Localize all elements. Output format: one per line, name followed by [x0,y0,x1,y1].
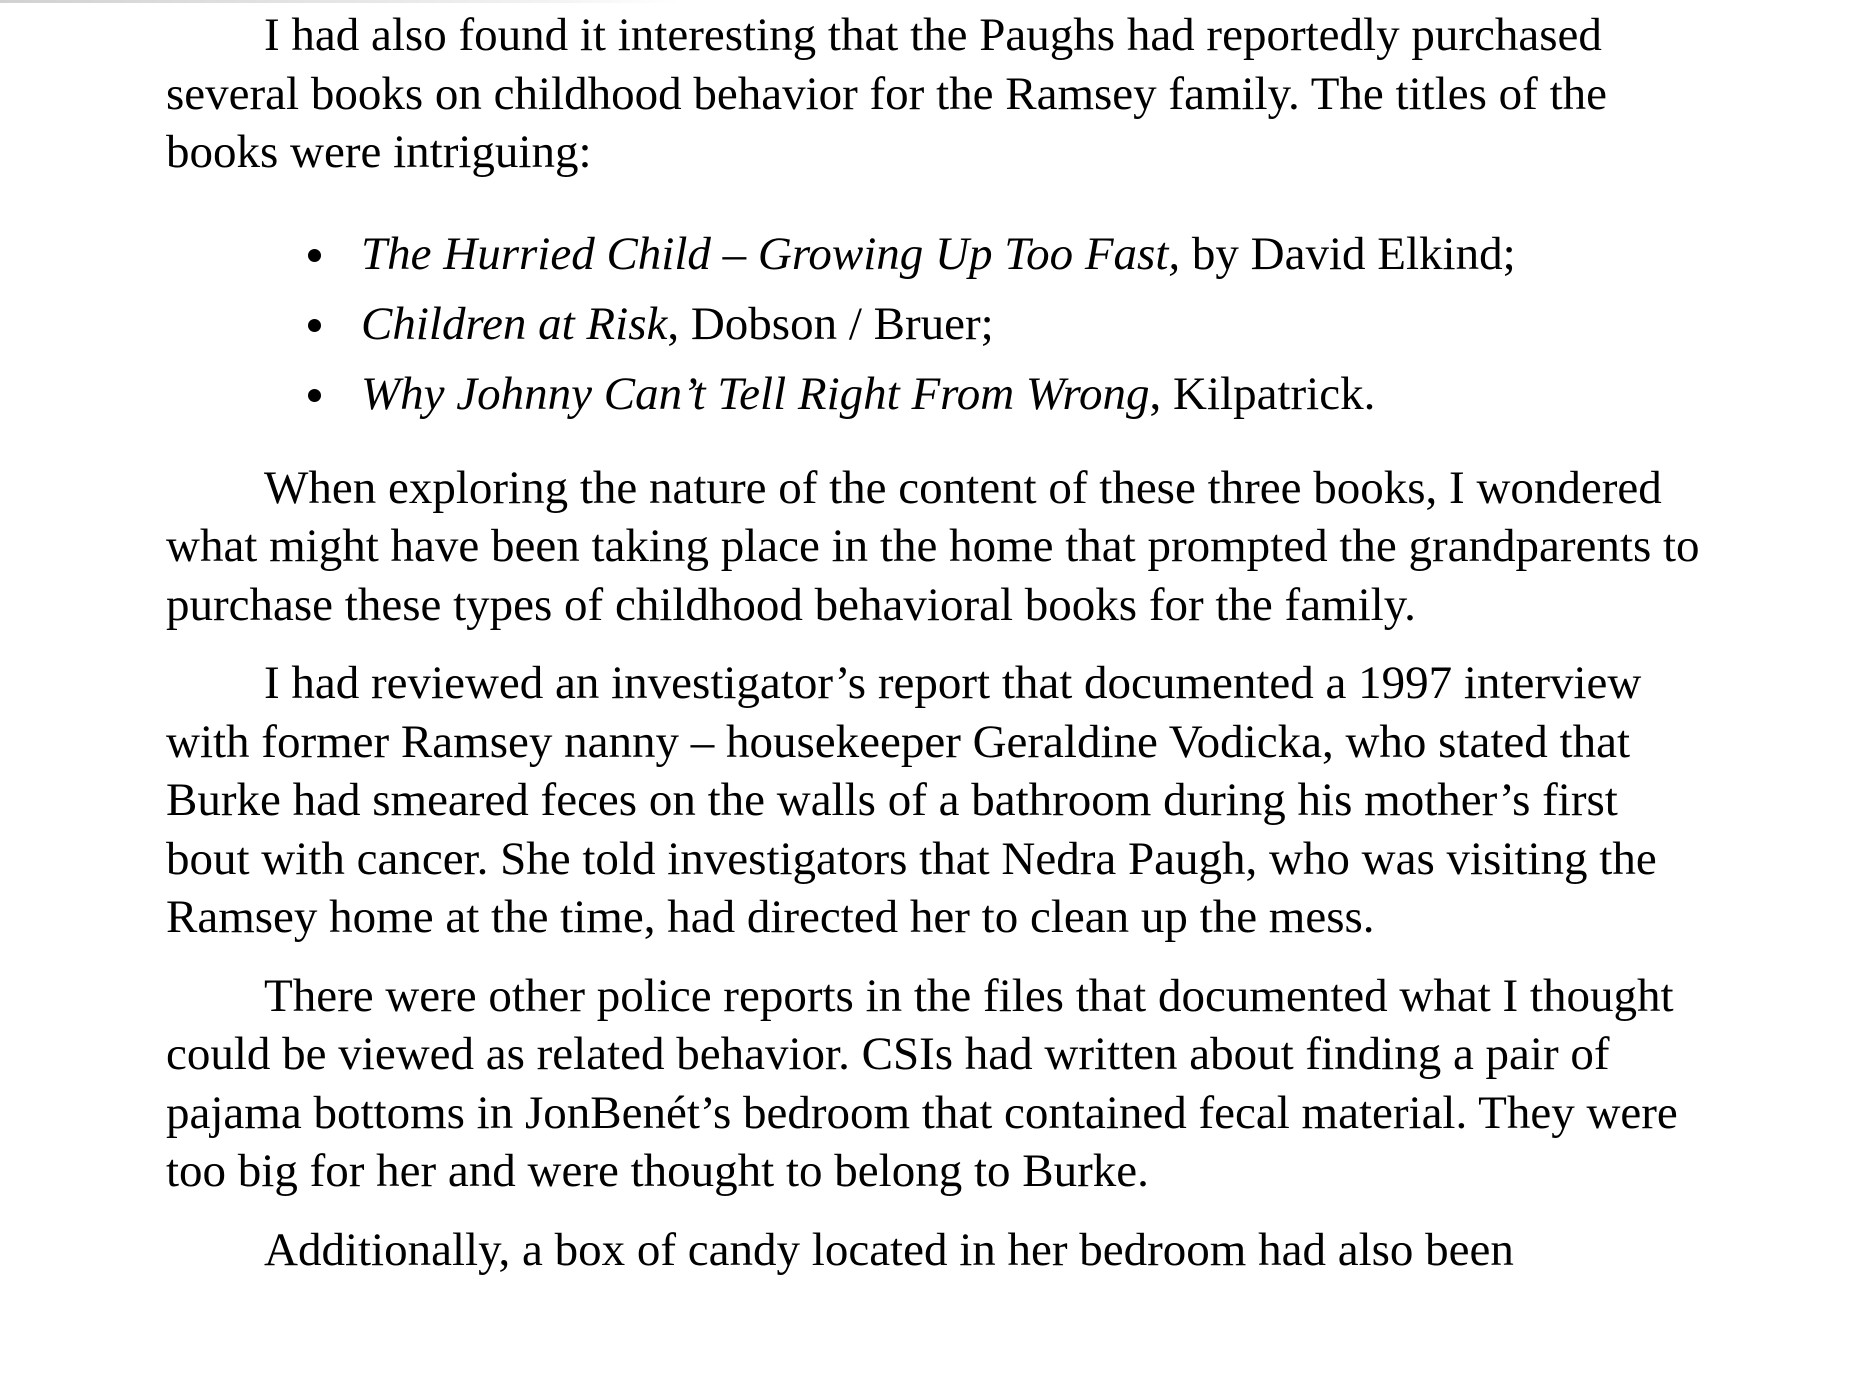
book-list [166,225,1706,423]
book-title: The Hurried Child – Growing Up Too Fast, [361,227,1181,280]
page-top-edge [0,0,680,3]
paragraph-investigator-report: I had reviewed an investigator’s report that documented a 1997 interview with former Ramsey nanny – housekeeper Geraldine Vodicka, who stated that Burke had smeared feces on the walls of a bathroom during his mother’s first bout with cancer. She told investigators that Nedra Paugh, who was visiting the Ramsey home at the time, had directed her to clean up the mess. [166,657,1657,943]
bullet-icon [308,389,321,402]
document-page [166,6,1706,1279]
book-list-item [308,295,1706,353]
paragraph-books-intro: I had also found it interesting that the Paughs had reportedly purchased several books on childhood behavior for the Ramsey family. The titles of the books were intriguing: [166,9,1607,178]
book-title: Children at Risk [361,297,668,350]
paragraph-police-reports: There were other police reports in the files that documented what I thought could be viewed as related behavior. CSIs had written about finding a pair of pajama bottoms in JonBenét’s bedroom that contained fecal material. They were too big for her and were thought to belong to Burke. [166,969,1678,1197]
book-author: by David Elkind; [1180,227,1516,280]
book-title: Why Johnny Can’t Tell Right From Wrong [361,367,1150,420]
book-list-item [308,225,1706,283]
paragraph-candy-box: Additionally, a box of candy located in her bedroom had also been [264,1223,1514,1276]
bullet-icon [308,319,321,332]
bullet-icon [308,249,321,262]
book-list-item [308,365,1706,423]
paragraph-exploring-books: When exploring the nature of the content of these three books, I wondered what might have been taking place in the home that prompted the grandparents to purchase these types of childhood behavioral books for the family. [166,461,1700,631]
book-author: , Kilpatrick. [1149,367,1376,420]
book-author: , Dobson / Bruer; [667,297,994,350]
